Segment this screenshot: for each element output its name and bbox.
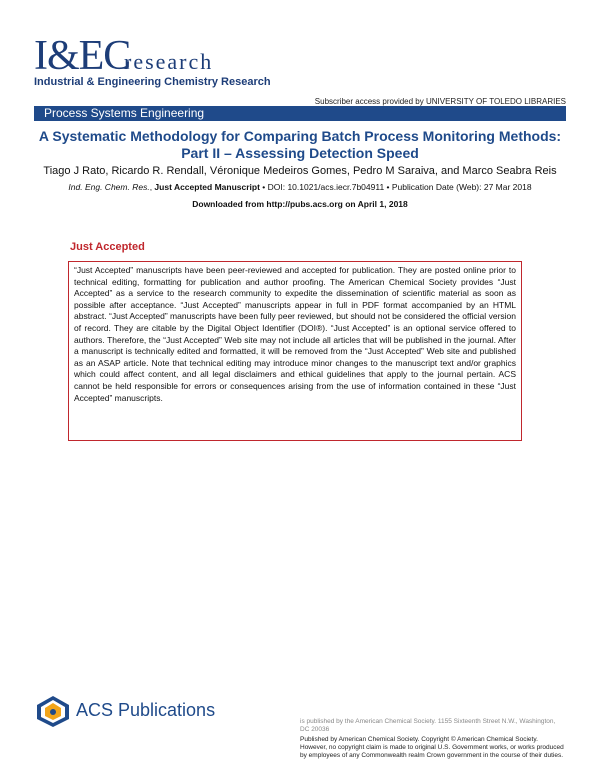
section-bar [34,106,566,121]
article-authors: Tiago J Rato, Ricardo R. Rendall, Véronique Medeiros Gomes, Pedro M Saraiva, and Marco Seabra Reis [43,165,557,177]
just-accepted-box [68,261,522,441]
citation-rest: • DOI: 10.1021/acs.iecr.7b04911 • Publication Date (Web): 27 Mar 2018 [259,182,532,192]
journal-logo-subtitle: Industrial & Engineering Chemistry Research [34,76,271,88]
just-accepted-text: “Just Accepted” manuscripts have been peer-reviewed and accepted for publication. They are posted online prior to technical editing, formatting for publication and author proofing. The American Chemical Society provides “Just Accepted” as a service to the research community to expedite the dissemination of scientific material as soon as possible after acceptance. “Just Accepted” manuscripts appear in full in PDF format accompanied by an HTML abstract. “Just Accepted” manuscripts have been fully peer reviewed, but should not be considered the official version of record. They are citable by the Digital Object Identifier (DOI®). “Just Accepted” is an optional service offered to authors. Therefore, the “Just Accepted” Web site may not include all articles that will be published in the journal. After a manuscript is technically edited and formatted, it will be removed from the “Just Accepted” Web site and published as an ASAP article. Note that technical editing may introduce minor changes to the manuscript text and/or graphics which could affect content, and all legal disclaimers and ethical guidelines that apply to the journal pertain. ACS cannot be held responsible for errors or consequences arising from the use of information contained in these “Just Accepted” manuscripts. [74,265,516,403]
section-title: Process Systems Engineering [44,106,205,120]
article-title: A Systematic Methodology for Comparing Batch Process Monitoring Methods: Part II – Assessing Detection Speed [38,128,562,161]
article-citation: Ind. Eng. Chem. Res., Just Accepted Manuscript • DOI: 10.1021/acs.iecr.7b04911 • Publication Date (Web): 27 Mar 2018 [68,182,532,192]
acs-publications-name: ACS Publications [76,700,216,720]
subscriber-access: Subscriber access provided by UNIVERSITY OF TOLEDO LIBRARIES [314,97,566,106]
footer-copyright: Published by American Chemical Society. Copyright © American Chemical Society. However, no copyright claim is made to original U.S. Government works, or works produced by employees of any Commonwealth realm Crown government in the course of their duties. [300,736,564,759]
just-accepted-label: Just Accepted [70,241,145,253]
footer-address: is published by the American Chemical Society. 1155 Sixteenth Street N.W., Washington, DC 20036 [300,718,556,733]
downloaded-note: Downloaded from http://pubs.acs.org on April 1, 2018 [192,199,408,209]
citation-status: Just Accepted Manuscript [154,182,260,192]
journal-logo [34,34,334,90]
journal-logo-main: I&EC [34,33,131,79]
acs-hexagon-logo-icon [34,694,72,728]
journal-logo-research: research [124,49,214,74]
citation-journal: Ind. Eng. Chem. Res. [68,182,150,192]
acs-publications-logo[interactable] [34,694,234,728]
